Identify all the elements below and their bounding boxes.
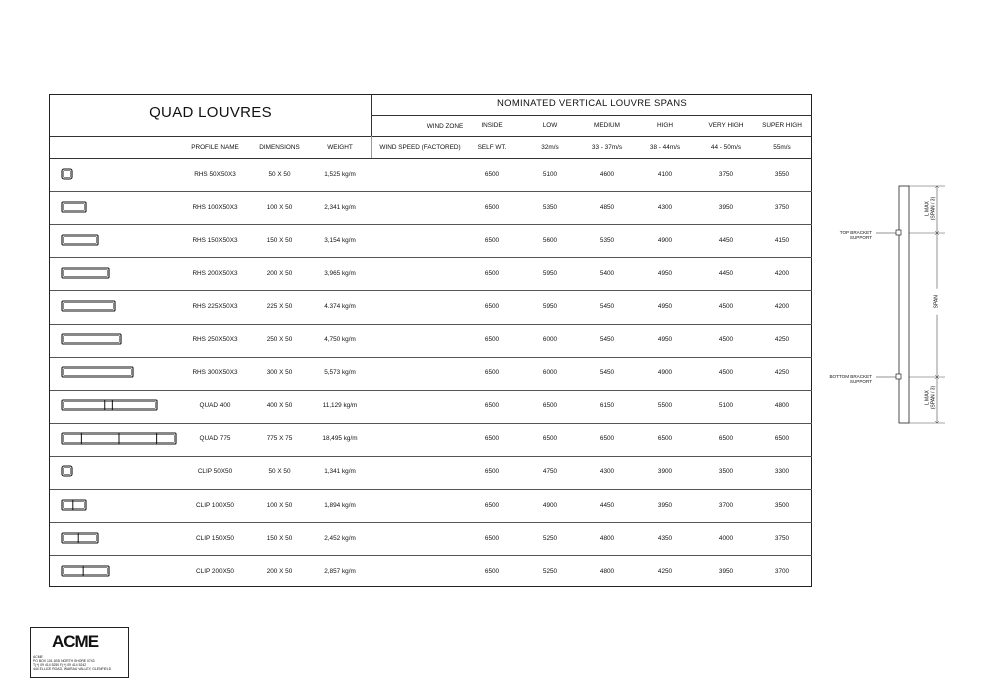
span-label: SPAN — [934, 289, 940, 315]
cell-dimensions: 100 X 50 — [266, 502, 293, 509]
cell-medium: 4850 — [599, 204, 615, 211]
cell-dimensions: 200 X 50 — [266, 568, 293, 575]
cell-high: 4950 — [657, 303, 673, 310]
cell-high: 4900 — [657, 237, 673, 244]
bottom-bracket-label-line1: BOTTOM BRACKET — [829, 374, 872, 379]
cell-high: 4950 — [657, 270, 673, 277]
cell-profile-name: RHS 50X50X3 — [194, 171, 236, 178]
top-bracket-label — [826, 230, 872, 240]
cell-low: 6000 — [542, 336, 558, 343]
cell-low: 4750 — [542, 468, 558, 475]
bottom-bracket-label-line2: SUPPORT — [849, 379, 872, 385]
logo-text-line: PO BOX 101 1BD NORTH SHORE 0743 — [33, 659, 95, 663]
cell-profile-name: RHS 200X50X3 — [192, 270, 238, 277]
cell-medium: 5450 — [599, 336, 615, 343]
cell-super-high: 3550 — [774, 171, 790, 178]
cell-inside: 6500 — [484, 535, 500, 542]
cell-dimensions: 100 X 50 — [266, 204, 293, 211]
cell-high: 5500 — [657, 402, 673, 409]
header-wind-zone: WIND ZONE — [426, 123, 464, 130]
header-44-50ms: 44 - 50m/s — [710, 144, 742, 151]
cell-low: 6500 — [542, 402, 558, 409]
header-weight: WEIGHT — [327, 144, 353, 151]
cell-dimensions: 300 X 50 — [266, 369, 293, 376]
cell-inside: 6500 — [484, 237, 500, 244]
cell-profile-name: RHS 250X50X3 — [192, 336, 238, 343]
louvre-blade-outline — [899, 186, 909, 423]
cell-super-high: 3300 — [774, 468, 790, 475]
cell-super-high: 4200 — [774, 303, 790, 310]
logo-text-line: 444 ELLICE ROAD, WAIRAU VALLEY, GLENFIELD — [33, 667, 112, 671]
header-55ms: 55m/s — [773, 144, 791, 151]
cell-weight: 11,129 kg/m — [322, 402, 358, 409]
cell-weight: 1,525 kg/m — [324, 171, 356, 178]
cell-super-high: 3750 — [774, 535, 790, 542]
cell-inside: 6500 — [484, 270, 500, 277]
cell-medium: 5450 — [599, 369, 615, 376]
cell-medium: 5400 — [599, 270, 615, 277]
cell-inside: 6500 — [484, 171, 500, 178]
cell-profile-name: RHS 300X50X3 — [192, 369, 238, 376]
cell-medium: 4600 — [599, 171, 615, 178]
logo-text-line: T(+) 09 414 5250 F(+) 09 414 5242 — [33, 663, 87, 667]
cell-super-high: 3500 — [774, 502, 790, 509]
cell-profile-name: RHS 150X50X3 — [192, 237, 238, 244]
cell-high: 4100 — [657, 171, 673, 178]
cell-high: 3900 — [657, 468, 673, 475]
cell-medium: 5450 — [599, 303, 615, 310]
cell-high: 6500 — [657, 435, 673, 442]
cell-profile-name: CLIP 200X50 — [196, 568, 234, 575]
company-logo: ACME — [52, 632, 99, 651]
cell-very-high: 3500 — [718, 468, 734, 475]
cell-medium: 4800 — [599, 535, 615, 542]
cell-inside: 6500 — [484, 435, 500, 442]
cell-very-high: 6500 — [718, 435, 734, 442]
header-high: HIGH — [657, 122, 673, 129]
header-medium: MEDIUM — [594, 122, 620, 129]
cell-profile-name: RHS 100X50X3 — [192, 204, 238, 211]
header-super-high: SUPER HIGH — [762, 122, 802, 129]
cell-dimensions: 150 X 50 — [266, 237, 293, 244]
cell-inside: 6500 — [484, 468, 500, 475]
cell-profile-name: QUAD 400 — [199, 402, 231, 409]
cell-high: 4300 — [657, 204, 673, 211]
header-self-wt: SELF WT. — [477, 144, 507, 151]
cell-profile-name: CLIP 50X50 — [197, 468, 233, 475]
cell-inside: 6500 — [484, 204, 500, 211]
cell-high: 4950 — [657, 336, 673, 343]
top-bracket-label-line1: TOP BRACKET — [839, 230, 872, 235]
cell-medium: 6150 — [599, 402, 615, 409]
cell-weight: 4.374 kg/m — [324, 303, 356, 310]
cell-dimensions: 50 X 50 — [268, 468, 291, 475]
cell-very-high: 3700 — [718, 502, 734, 509]
cell-weight: 1,341 kg/m — [324, 468, 356, 475]
lmax-bottom-label: L MAX (SPAN / 3) — [924, 385, 936, 410]
cell-low: 5100 — [542, 171, 558, 178]
cell-low: 5950 — [542, 303, 558, 310]
cell-profile-name: CLIP 100X50 — [196, 502, 234, 509]
cell-very-high: 4450 — [718, 237, 734, 244]
header-very-high: VERY HIGH — [708, 122, 744, 129]
top-bracket-label-line2: SUPPORT — [849, 235, 872, 241]
cell-high: 3950 — [657, 502, 673, 509]
cell-weight: 4,750 kg/m — [324, 336, 356, 343]
cell-low: 5250 — [542, 535, 558, 542]
header-dimensions: DIMENSIONS — [259, 144, 300, 151]
cell-high: 4250 — [657, 568, 673, 575]
cell-very-high: 4500 — [718, 303, 734, 310]
lmax-top-label: L MAX (SPAN / 3) — [924, 196, 936, 221]
bottom-bracket-marker — [896, 374, 901, 379]
header-inside: INSIDE — [481, 122, 503, 129]
table-title: QUAD LOUVRES — [149, 104, 272, 121]
cell-high: 4350 — [657, 535, 673, 542]
cell-low: 4900 — [542, 502, 558, 509]
cell-very-high: 3950 — [718, 204, 734, 211]
cell-very-high: 4500 — [718, 336, 734, 343]
cell-very-high: 4450 — [718, 270, 734, 277]
cell-low: 5250 — [542, 568, 558, 575]
cell-medium: 4300 — [599, 468, 615, 475]
cell-low: 5600 — [542, 237, 558, 244]
cell-super-high: 3700 — [774, 568, 790, 575]
cell-dimensions: 400 X 50 — [266, 402, 293, 409]
cell-very-high: 4000 — [718, 535, 734, 542]
table-subtitle: NOMINATED VERTICAL LOUVRE SPANS — [496, 98, 687, 109]
cell-weight: 2,857 kg/m — [324, 568, 356, 575]
cell-dimensions: 50 X 50 — [268, 171, 291, 178]
cell-medium: 4450 — [599, 502, 615, 509]
cell-low: 5350 — [542, 204, 558, 211]
cell-inside: 6500 — [484, 369, 500, 376]
cell-super-high: 6500 — [774, 435, 790, 442]
top-bracket-marker — [896, 230, 901, 235]
cell-very-high: 5100 — [718, 402, 734, 409]
header-wind-speed: WIND SPEED (FACTORED) — [379, 144, 461, 151]
cell-low: 5950 — [542, 270, 558, 277]
cell-weight: 3,154 kg/m — [324, 237, 356, 244]
header-low: LOW — [542, 122, 558, 129]
cell-dimensions: 225 X 50 — [266, 303, 293, 310]
cell-super-high: 4150 — [774, 237, 790, 244]
cell-dimensions: 200 X 50 — [266, 270, 293, 277]
cell-inside: 6500 — [484, 336, 500, 343]
cell-dimensions: 250 X 50 — [266, 336, 293, 343]
cell-medium: 5350 — [599, 237, 615, 244]
cell-medium: 6500 — [599, 435, 615, 442]
cell-inside: 6500 — [484, 568, 500, 575]
cell-weight: 2,341 kg/m — [324, 204, 356, 211]
cell-weight: 3,965 kg/m — [324, 270, 356, 277]
cell-weight: 2,452 kg/m — [324, 535, 356, 542]
cell-low: 6500 — [542, 435, 558, 442]
header-33-37ms: 33 - 37m/s — [591, 144, 623, 151]
header-profile-name: PROFILE NAME — [191, 144, 239, 151]
header-32ms: 32m/s — [541, 144, 559, 151]
cell-high: 4900 — [657, 369, 673, 376]
cell-medium: 4800 — [599, 568, 615, 575]
cell-inside: 6500 — [484, 502, 500, 509]
cell-low: 6000 — [542, 369, 558, 376]
cell-weight: 18,495 kg/m — [322, 435, 358, 442]
cell-inside: 6500 — [484, 402, 500, 409]
cell-very-high: 4500 — [718, 369, 734, 376]
cell-very-high: 3750 — [718, 171, 734, 178]
cell-weight: 5,573 kg/m — [324, 369, 356, 376]
bottom-bracket-label — [812, 374, 872, 384]
logo-text-line: ACME — [33, 655, 43, 659]
cell-inside: 6500 — [484, 303, 500, 310]
cell-dimensions: 150 X 50 — [266, 535, 293, 542]
cell-super-high: 3750 — [774, 204, 790, 211]
cell-profile-name: CLIP 150X50 — [196, 535, 234, 542]
header-38-44ms: 38 - 44m/s — [649, 144, 681, 151]
cell-super-high: 4250 — [774, 336, 790, 343]
cell-super-high: 4200 — [774, 270, 790, 277]
cell-super-high: 4800 — [774, 402, 790, 409]
cell-profile-name: QUAD 775 — [199, 435, 231, 442]
cell-very-high: 3950 — [718, 568, 734, 575]
cell-profile-name: RHS 225X50X3 — [192, 303, 238, 310]
cell-weight: 1,894 kg/m — [324, 502, 356, 509]
cell-dimensions: 775 X 75 — [266, 435, 293, 442]
cell-super-high: 4250 — [774, 369, 790, 376]
